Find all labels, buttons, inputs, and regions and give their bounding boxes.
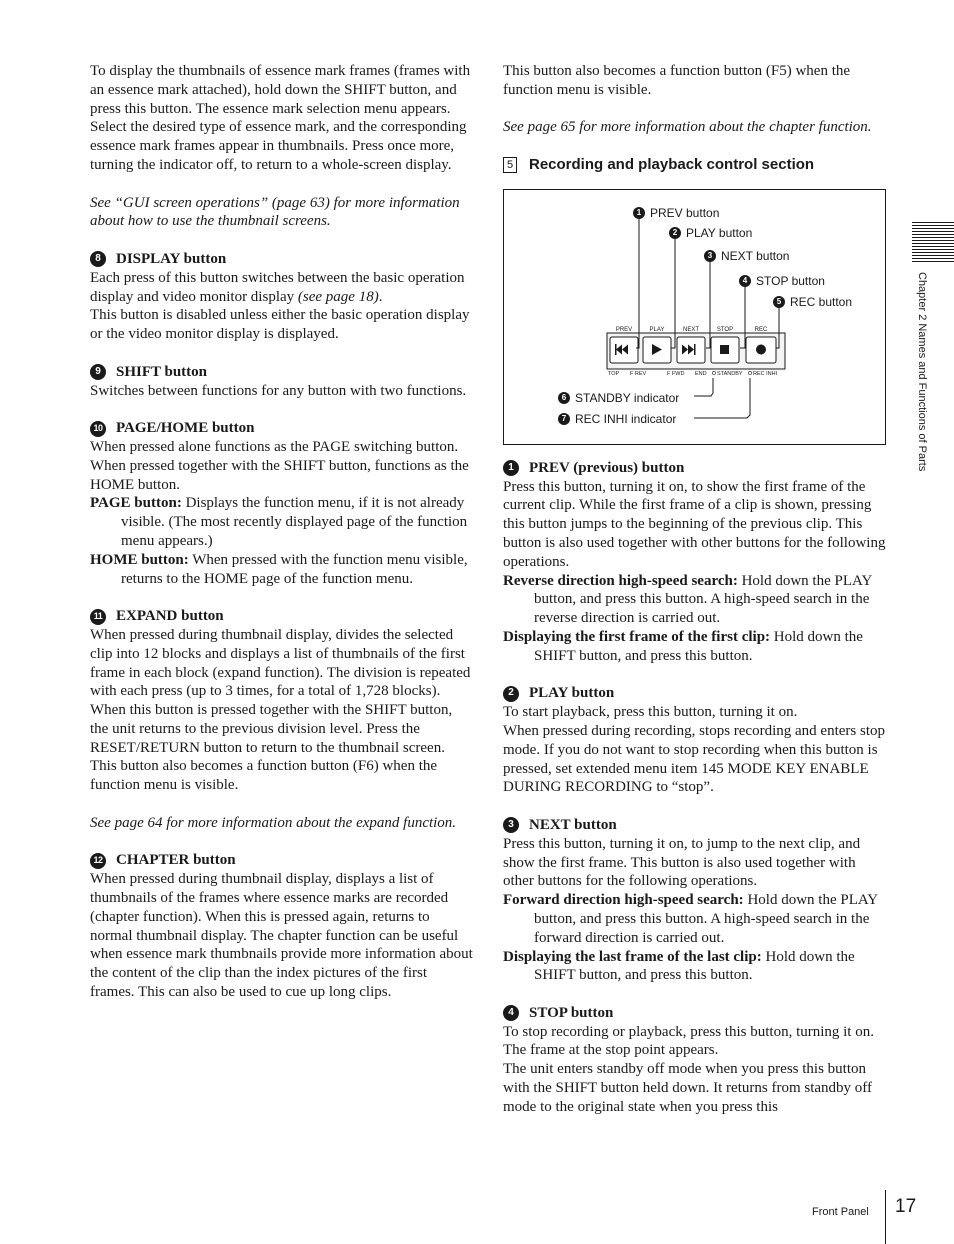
right-intro: This button also becomes a function button (F5) when the function menu is visible.	[503, 63, 851, 98]
callout-standby: 6 STANDBY indicator	[558, 389, 679, 408]
page-number: 17	[895, 1196, 917, 1217]
leader-recinhi	[694, 378, 750, 418]
chapter-tab-stripes	[912, 222, 954, 264]
left-column	[90, 62, 474, 1002]
callout-play: 2 PLAY button	[669, 224, 752, 243]
heading-stop-button: 4 STOP button	[503, 1004, 887, 1023]
play-body-1: To start playback, press this button, turning it on.	[503, 704, 798, 721]
heading-play-button: 2 PLAY button	[503, 684, 887, 703]
first-frame-definition: Displaying the first frame of the first clip: Hold down the SHIFT button, and press this button.	[503, 628, 863, 664]
heading-page-home-button: 10 PAGE/HOME button	[90, 419, 474, 438]
footer-section-label: Front Panel	[812, 1206, 869, 1218]
key-sub-top: TOP	[608, 370, 620, 377]
chapter-body: When pressed during thumbnail display, displays a list of thumbnails of the frames where essence marks are recorded (chapter function). When this is pressed again, returns to normal thumbnail display. The chapter function can be useful when essence mark thumbnails provide more information about the content of the clip than the index pictures of the first frames. This can also be used to cue up long clips.	[90, 871, 473, 1001]
right-column	[503, 62, 887, 1117]
prev-body: Press this button, turning it on, to show the first frame of the current clip. While the first frame of a clip is shown, pressing this button jumps to the beginning of the previous clip. This button is also used together with other buttons for the following operations.	[503, 478, 886, 570]
intro-paragraph: To display the thumbnails of essence mark frames (frames with an essence mark attached), hold down the SHIFT button, and press this button. The essence mark selection menu appears. Select the desired type of essence mark, and the corresponding essence mark frames appear in thumbnails. Press once more, turning the indicator off, to return to a whole-screen display.	[90, 63, 471, 173]
item-number-9: 9	[90, 364, 106, 380]
display-button-body-2: This button is disabled unless either the basic operation display or the video monitor display is displayed.	[90, 307, 470, 343]
stop-key	[711, 337, 739, 363]
key-label-stop: STOP	[716, 326, 734, 333]
key-sub-recinhi: REC INHI	[753, 370, 778, 377]
callout-next: 3 NEXT button	[704, 247, 789, 266]
item-number-1: 1	[503, 460, 519, 476]
shift-button-body: Switches between functions for any button with two functions.	[90, 382, 467, 399]
leader-standby	[694, 378, 713, 396]
expand-body-1: When pressed during thumbnail display, divides the selected clip into 12 blocks and displays a list of thumbnails of the first frame in each block (expand function). The division is repeated with each press (up to 3 times, for a total of 1,728 blocks).	[90, 626, 471, 700]
play-body-2: When pressed during recording, stops recording and enters stop mode. If you do not want to stop recording when this button is pressed, set extended menu item 145 MODE KEY ENABLE DURING RECORDING to “stop”.	[503, 722, 885, 796]
forward-search-definition: Forward direction high-speed search: Hold down the PLAY button, and press this button. A high-speed search in the forward direction is carried out.	[503, 892, 878, 946]
page-button-definition: PAGE button: Displays the function menu, if it is not already visible. (The most recently displayed page of the function menu appears.)	[90, 495, 468, 549]
heading-next-button: 3 NEXT button	[503, 816, 887, 835]
leader-prev	[636, 211, 639, 348]
leader-play	[671, 231, 675, 348]
expand-note: See page 64 for more information about the expand function.	[90, 814, 457, 831]
item-number-3: 3	[503, 817, 519, 833]
key-label-rec: REC	[754, 326, 768, 333]
footer-divider	[885, 1190, 886, 1244]
last-frame-definition: Displaying the last frame of the last clip: Hold down the SHIFT button, and press this button.	[503, 948, 855, 984]
heading-expand-button: 11 EXPAND button	[90, 607, 474, 626]
key-label-play: PLAY	[649, 326, 665, 333]
key-sub-frev: F REV	[630, 370, 647, 377]
heading-prev-button: 1 PREV (previous) button	[503, 459, 887, 478]
stop-body-1: To stop recording or playback, press this button, turning it on. The frame at the stop point appears.	[503, 1023, 874, 1059]
item-number-8: 8	[90, 251, 106, 267]
rec-key	[746, 337, 776, 363]
expand-body-2: When this button is pressed together with the SHIFT button, the unit returns to the previous division level. Press the RESET/RETURN button to return to the thumbnail screen.	[90, 702, 453, 756]
expand-body-3: This button also becomes a function button (F6) when the function menu is visible.	[90, 758, 438, 794]
stop-body-2: The unit enters standby off mode when you press this button with the SHIFT button held down. It returns from standby off mode to the original state when you press this	[503, 1061, 872, 1115]
reverse-search-definition: Reverse direction high-speed search: Hold down the PLAY button, and press this button. A high-speed search in the reverse direction is carried out.	[503, 572, 872, 627]
key-label-next: NEXT	[682, 326, 700, 333]
play-key	[643, 337, 671, 363]
section-number-box: 5	[503, 157, 517, 173]
control-section-diagram	[503, 189, 886, 445]
display-button-body: Each press of this button switches between the basic operation display and video monitor display (see page 18).	[90, 269, 465, 305]
key-sub-ffwd: F FWD	[667, 370, 685, 377]
callout-prev: 1 PREV button	[633, 204, 719, 223]
standby-led	[712, 371, 715, 374]
key-label-prev: PREV	[615, 326, 633, 333]
item-number-11: 11	[90, 609, 106, 625]
section-heading: 5 Recording and playback control section	[503, 156, 887, 175]
item-number-2: 2	[503, 686, 519, 702]
home-button-definition: HOME button: When pressed with the function menu visible, returns to the HOME page of the function menu.	[90, 551, 468, 587]
item-number-4: 4	[503, 1005, 519, 1021]
item-number-12: 12	[90, 853, 106, 869]
key-sub-standby: STANDBY	[717, 370, 743, 377]
intro-note: See “GUI screen operations” (page 63) for more information about how to use the thumbnail screens.	[90, 194, 460, 230]
page-home-body: When pressed alone functions as the PAGE switching button. When pressed together with the SHIFT button, functions as the HOME button.	[90, 438, 469, 493]
next-key	[677, 337, 705, 363]
callout-rec: 5 REC button	[773, 293, 852, 312]
chapter-side-label: Chapter 2 Names and Functions of Parts	[916, 272, 928, 472]
recinhi-led	[748, 371, 751, 374]
right-intro-note: See page 65 for more information about the chapter function.	[503, 119, 872, 136]
prev-key	[610, 337, 638, 363]
next-body: Press this button, turning it on, to jump to the next clip, and show the first frame. This button is also used together with other buttons for the following operations.	[503, 835, 861, 890]
heading-chapter-button: 12 CHAPTER button	[90, 851, 474, 870]
key-sub-end: END	[695, 370, 707, 377]
heading-display-button: 8 DISPLAY button	[90, 250, 474, 269]
item-number-10: 10	[90, 421, 106, 437]
callout-recinhi: 7 REC INHI indicator	[558, 410, 676, 429]
heading-shift-button: 9 SHIFT button	[90, 363, 474, 382]
callout-stop: 4 STOP button	[739, 272, 825, 291]
